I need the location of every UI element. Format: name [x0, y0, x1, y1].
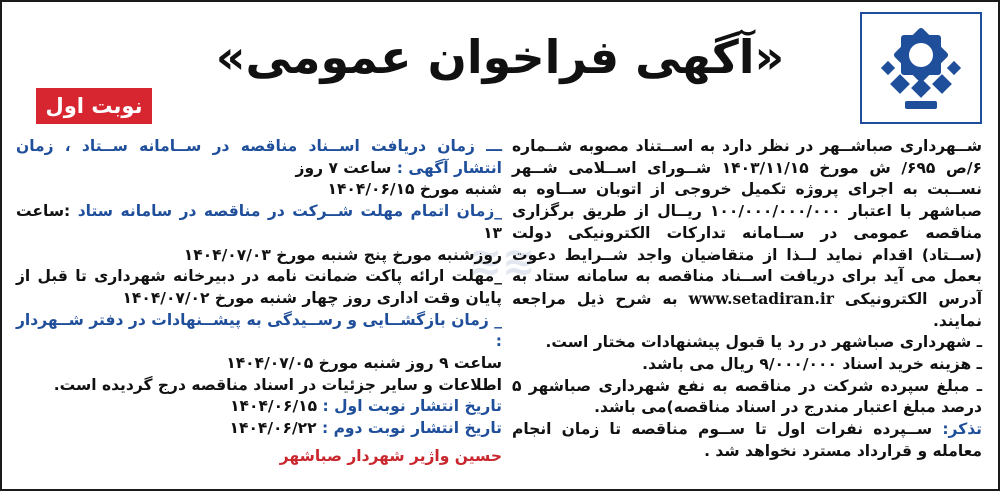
condition-item: ـ مبلغ سپرده شرکت در مناقصه به نفع شهرداری صباشهر ۵ درصد مبلغ اعتبار مندرج در اسناد مناقصه)می باشد.: [512, 376, 982, 417]
publication-date-1: تاریخ انتشار نوبت اول : ۱۴۰۴/۰۶/۱۵: [230, 397, 502, 416]
schedule-item: ـــ زمان دریافت اســناد مناقصه در ســامانه ســتاد ، زمان انتشار آگهی : ساعت ۷ روز: [16, 137, 502, 177]
schedule-item: _مهلت ارائه پاکت ضمانت نامه در دبیرخانه شهرداری تا قبل از پایان وقت اداری روز چهار شنبه مورخ ۱۴۰۴/۰۷/۰۲: [16, 267, 502, 307]
condition-item: ـ شهرداری صباشهر در رد یا قبول پیشنهادات مختار است.: [545, 333, 982, 352]
note-label: تذکر:: [942, 420, 982, 439]
schedule-item: _زمان اتمام مهلت شــرکت در مناقصه در سامانه ستاد :ساعت ۱۳: [16, 202, 502, 242]
schedule-date: روزشنبه مورخ پنج شنبه مورخ ۱۴۰۴/۰۷/۰۳: [183, 245, 502, 264]
municipality-emblem-icon: [860, 12, 982, 124]
note-paragraph: تذکر: ســپرده نفرات اول تا ســوم مناقصه تا زمان انجام معامله و قرارداد مسترد نخواهد شد .: [512, 420, 982, 460]
schedule-heading: ـــ زمان دریافت اســناد مناقصه در ســامانه ســتاد ، زمان انتشار آگهی :: [16, 137, 502, 177]
intro-paragraph: شــهرداری صباشــهر در نظر دارد به اســتناد مصوبه شــماره ۶/ص ۶۹۵/ ش مورخ ۱۴۰۳/۱۱/۱۵ شــورای اســلامی شــهر نســبت به اجرای پروژه تکمیل خروجی از اتوبان ســاوه به صباشهر با اعتبار ۱۰۰/۰۰۰/۰۰۰/۰۰۰ ریــال از طریق برگزاری مناقصه عمومی در ســامانه تدارکات الکترونیکی دولت (ســتاد) اقدام نماید لــذا از متقاضیان واجد شــرایط دعوت بعمل می آید برای دریافت اســناد مناقصه به سامانه ستاد به آدرس الکترونیکی www.setadiran.ir به شرح ذیل مراجعه نمایند.: [512, 137, 983, 330]
schedule-heading: _زمان اتمام مهلت شــرکت در مناقصه در سامانه ستاد: [77, 202, 502, 221]
publication-date-2: تاریخ انتشار نوبت دوم : ۱۴۰۴/۰۶/۲۲: [229, 419, 502, 438]
watermark: ≋≋: [468, 239, 536, 285]
details-note: اطلاعات و سایر جزئیات در اسناد مناقصه درج گردیده است.: [53, 375, 502, 394]
schedule-date: شنبه مورخ ۱۴۰۴/۰۶/۱۵: [327, 180, 502, 199]
condition-item: ـ هزینه خرید اسناد ۹/۰۰۰/۰۰۰ ریال می باشد.: [642, 355, 982, 374]
notice-title: «آگهی فراخوان عمومی»: [215, 30, 785, 84]
mayor-signature: حسین واژیر شهردار صباشهر: [279, 446, 502, 465]
schedule-date: ساعت ۹ روز شنبه مورخ ۱۴۰۴/۰۷/۰۵: [226, 354, 502, 373]
publication-round-badge: نوبت اول: [36, 88, 152, 124]
schedule-heading: _ زمان بازگشــایی و رســیدگی به پیشــنهادات در دفتر شــهردار :: [16, 310, 502, 351]
schedule-column: [16, 136, 502, 468]
notice-details-column: [512, 136, 982, 463]
setad-website-link[interactable]: www.setadiran.ir: [688, 288, 834, 308]
